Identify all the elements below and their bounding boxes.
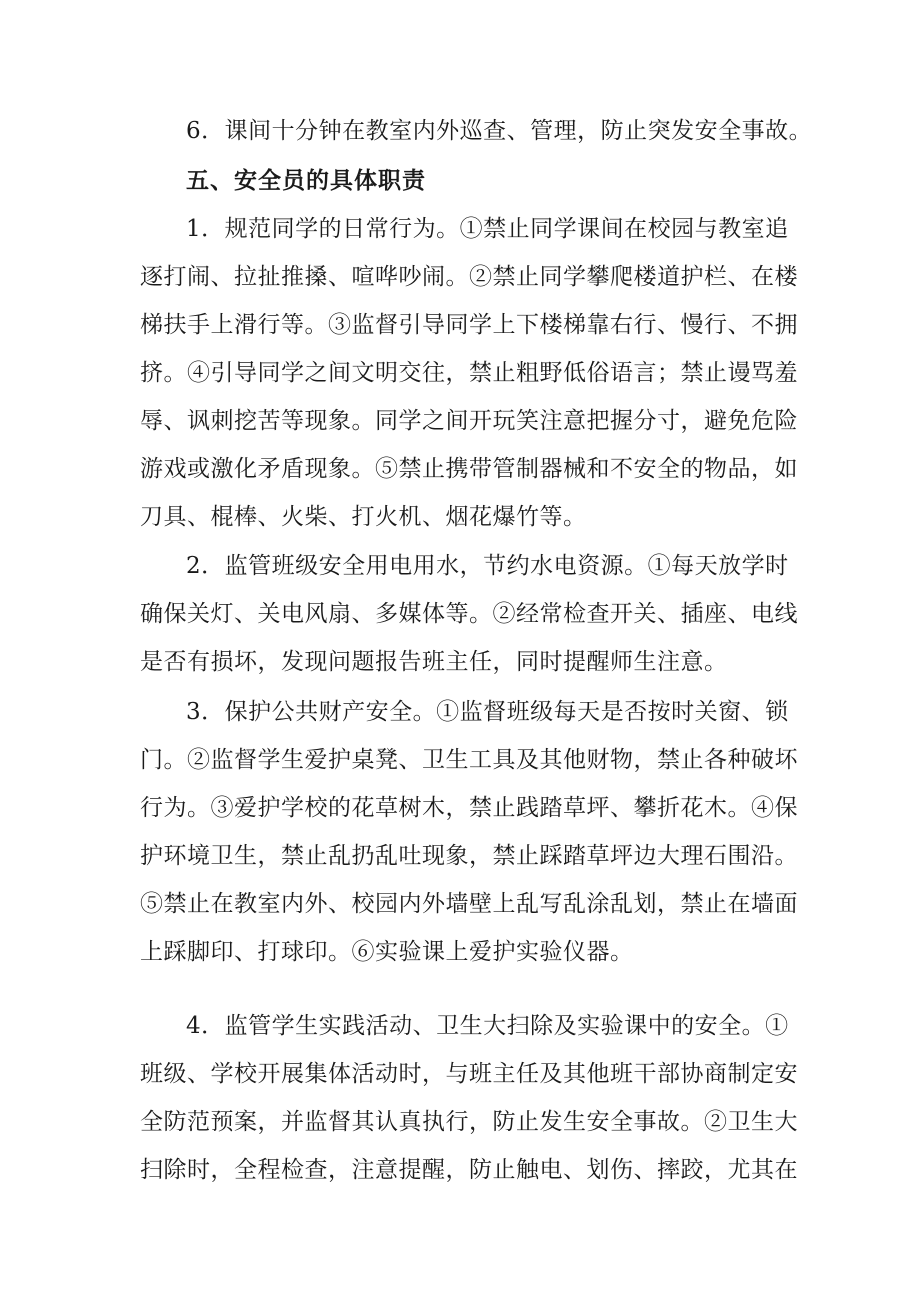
paragraph-1-line-3: 梯扶手上滑行等。③监督引导同学上下楼梯靠右行、慢行、不拥: [140, 312, 798, 338]
paragraph-3-line-5: ⑤禁止在教室内外、校园内外墙壁上乱写乱涂乱划，禁止在墙面: [140, 891, 798, 917]
paragraph-3-line-4: 护环境卫生，禁止乱扔乱吐现象，禁止踩踏草坪边大理石围沿。: [140, 843, 798, 869]
paragraph-2-line-3: 是否有损坏，发现问题报告班主任，同时提醒师生注意。: [140, 649, 728, 675]
section-heading: 五、安全员的具体职责: [186, 168, 426, 194]
paragraph-3-line-1: 3．保护公共财产安全。①监督班级每天是否按时关窗、锁: [186, 699, 789, 725]
paragraph-2-line-1: 2．监管班级安全用电用水，节约水电资源。①每天放学时: [186, 553, 789, 579]
paragraph-4-line-4: 扫除时，全程检查，注意提醒，防止触电、划伤、摔跤，尤其在: [140, 1157, 798, 1183]
paragraph-1-line-5: 辱、讽刺挖苦等现象。同学之间开玩笑注意把握分寸，避免危险: [140, 408, 798, 434]
paragraph-4-line-2: 班级、学校开展集体活动时，与班主任及其他班干部协商制定安: [140, 1061, 798, 1087]
paragraph-1-line-2: 逐打闹、拉扯推搡、喧哗吵闹。②禁止同学攀爬楼道护栏、在楼: [140, 264, 798, 290]
list-item-6: 6．课间十分钟在教室内外巡查、管理，防止突发安全事故。: [186, 118, 813, 144]
paragraph-4-line-3: 全防范预案，并监督其认真执行，防止发生安全事故。②卫生大: [140, 1109, 798, 1135]
paragraph-3-line-3: 行为。③爱护学校的花草树木，禁止践踏草坪、攀折花木。④保: [140, 795, 798, 821]
paragraph-4-line-1: 4．监管学生实践活动、卫生大扫除及实验课中的安全。①: [186, 1013, 789, 1039]
paragraph-1-line-1: 1．规范同学的日常行为。①禁止同学课间在校园与教室追: [186, 216, 789, 242]
paragraph-1-line-6: 游戏或激化矛盾现象。⑤禁止携带管制器械和不安全的物品，如: [140, 456, 798, 482]
paragraph-3-line-2: 门。②监督学生爱护桌凳、卫生工具及其他财物，禁止各种破坏: [140, 747, 798, 773]
paragraph-1-line-4: 挤。④引导同学之间文明交往，禁止粗野低俗语言；禁止谩骂羞: [140, 360, 798, 386]
paragraph-3-line-6: 上踩脚印、打球印。⑥实验课上爱护实验仪器。: [140, 939, 634, 965]
paragraph-2-line-2: 确保关灯、关电风扇、多媒体等。②经常检查开关、插座、电线: [140, 601, 798, 627]
paragraph-1-line-7: 刀具、棍棒、火柴、打火机、烟花爆竹等。: [140, 504, 587, 530]
